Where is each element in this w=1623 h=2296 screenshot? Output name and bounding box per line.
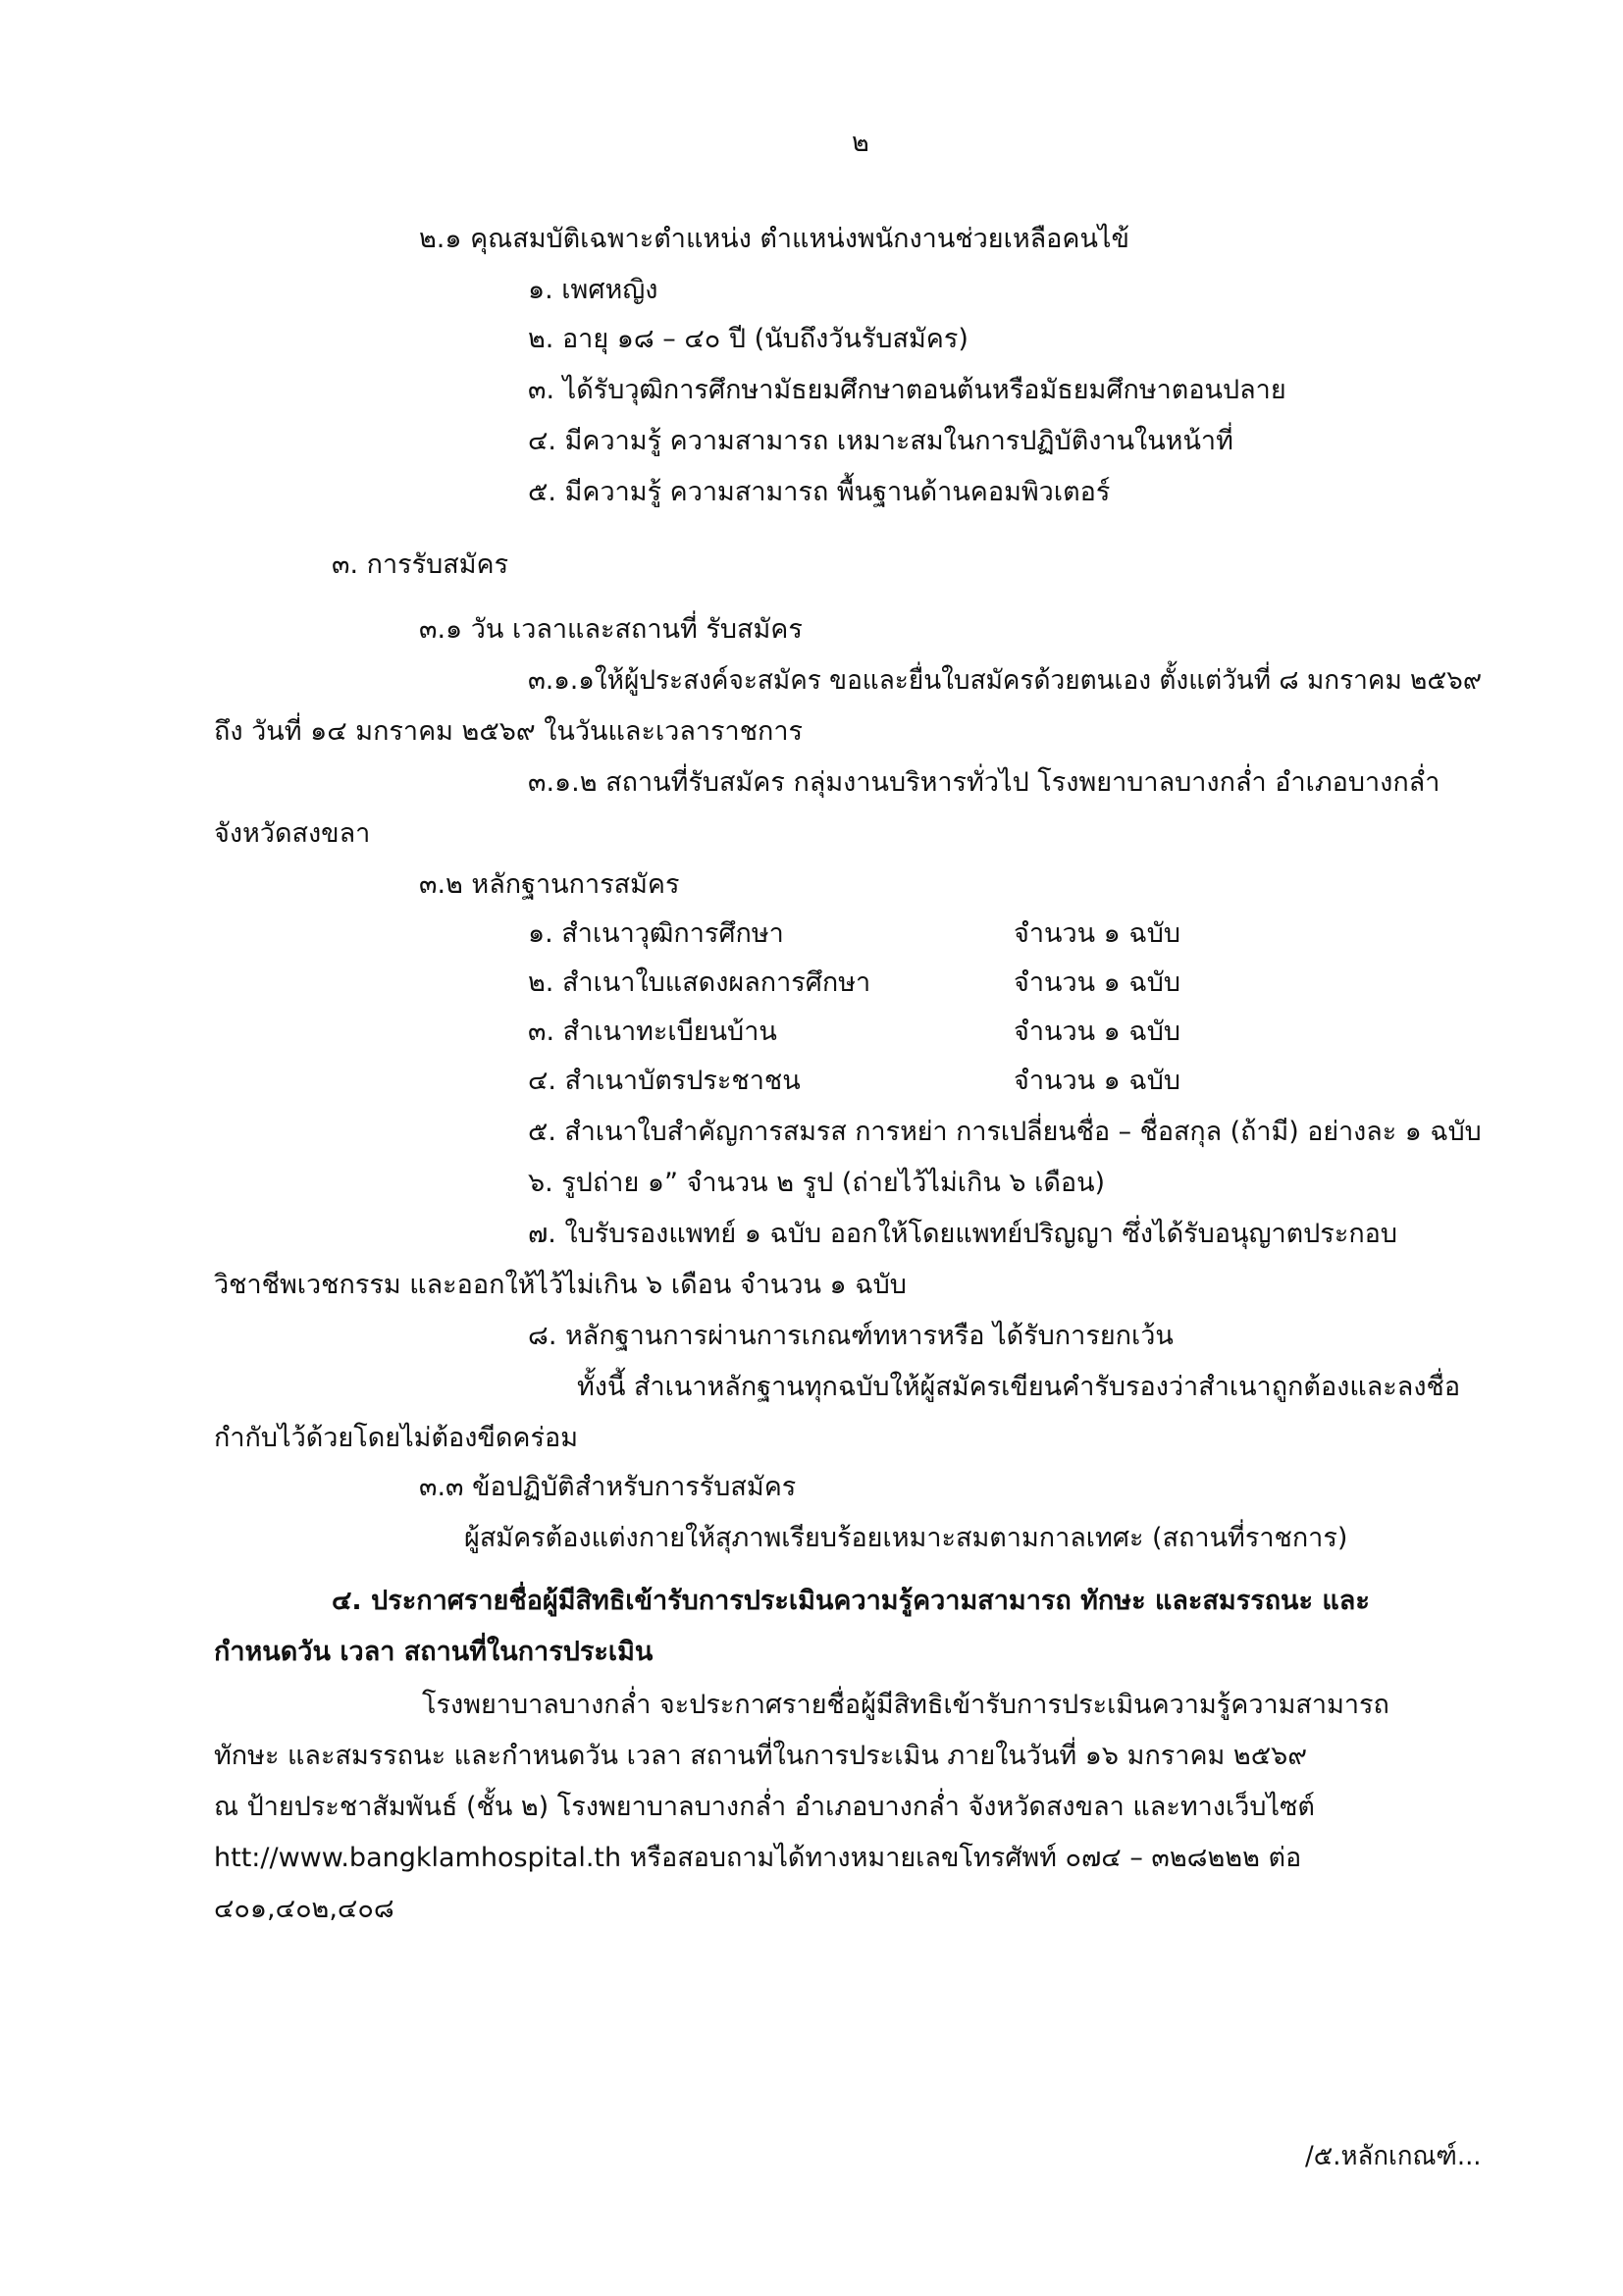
- section-3-2-heading: ๓.๒ หลักฐานการสมัคร: [419, 869, 680, 900]
- paragraph-3-1-1-line: ถึง วันที่ ๑๔ มกราคม ๒๕๖๙ ในวันและเวลาราชการ: [214, 716, 804, 747]
- document-quantity: จำนวน ๑ ฉบับ: [1014, 967, 1181, 998]
- paragraph-3-1-2-line: ๓.๑.๒ สถานที่รับสมัคร กลุ่มงานบริหารทั่วไป โรงพยาบาลบางกล่ำ อำเภอบางกล่ำ: [528, 767, 1440, 798]
- document-name: ๒. สำเนาใบแสดงผลการศึกษา: [528, 967, 871, 998]
- announcement-body-line: ณ ป้ายประชาสัมพันธ์ (ชั้น ๒) โรงพยาบาลบางกล่ำ อำเภอบางกล่ำ จังหวัดสงขลา และทางเว็บไซต์: [214, 1792, 1315, 1822]
- announcement-body-line: ทักษะ และสมรรถนะ และกำหนดวัน เวลา สถานที่ในการประเมิน ภายในวันที่ ๑๖ มกราคม ๒๕๖๙: [214, 1741, 1308, 1771]
- section-4-heading-line: ๔. ประกาศรายชื่อผู้มีสิทธิเข้ารับการประเมินความรู้ความสามารถ ทักษะ และสมรรถนะ และ: [332, 1586, 1370, 1616]
- section-4-heading-line: กำหนดวัน เวลา สถานที่ในการประเมิน: [214, 1637, 654, 1667]
- document-name: ๑. สำเนาวุฒิการศึกษา: [528, 918, 784, 949]
- announcement-body-line: โรงพยาบาลบางกล่ำ จะประกาศรายชื่อผู้มีสิทธิเข้ารับการประเมินความรู้ความสามารถ: [422, 1690, 1389, 1720]
- qualification-item: ๔. มีความรู้ ความสามารถ เหมาะสมในการปฏิบัติงานในหน้าที่: [528, 426, 1233, 456]
- section-3-1-heading: ๓.๑ วัน เวลาและสถานที่ รับสมัคร: [419, 614, 803, 645]
- copy-certification-note-line: ทั้งนี้ สำเนาหลักฐานทุกฉบับให้ผู้สมัครเขียนคำรับรองว่าสำเนาถูกต้องและลงชื่อ: [577, 1372, 1461, 1402]
- document-item-6: ๖. รูปถ่าย ๑” จำนวน ๒ รูป (ถ่ายไว้ไม่เกิน ๖ เดือน): [528, 1168, 1106, 1198]
- document-item-7-line: ๗. ใบรับรองแพทย์ ๑ ฉบับ ออกให้โดยแพทย์ปริญญา ซึ่งได้รับอนุญาตประกอบ: [528, 1219, 1398, 1249]
- document-item-8: ๘. หลักฐานการผ่านการเกณฑ์ทหารหรือ ได้รับการยกเว้น: [528, 1321, 1174, 1351]
- page-continuation: /๕.หลักเกณฑ์...: [1305, 2141, 1482, 2171]
- document-quantity: จำนวน ๑ ฉบับ: [1014, 918, 1181, 949]
- announcement-body-line: ๔๐๑,๔๐๒,๔๐๘: [214, 1894, 394, 1924]
- document-name: ๓. สำเนาทะเบียนบ้าน: [528, 1017, 777, 1047]
- dress-code-text: ผู้สมัครต้องแต่งกายให้สุภาพเรียบร้อยเหมาะสมตามกาลเทศะ (สถานที่ราชการ): [464, 1523, 1348, 1553]
- qualification-item: ๒. อายุ ๑๘ – ๔๐ ปี (นับถึงวันรับสมัคร): [528, 324, 969, 354]
- section-3-heading: ๓. การรับสมัคร: [332, 549, 509, 580]
- paragraph-3-1-2-line: จังหวัดสงขลา: [214, 818, 371, 849]
- page-number: ๒: [852, 128, 869, 158]
- document-item-7-line: วิชาชีพเวชกรรม และออกให้ไว้ไม่เกิน ๖ เดือน จำนวน ๑ ฉบับ: [214, 1270, 907, 1300]
- section-3-3-heading: ๓.๓ ข้อปฏิบัติสำหรับการรับสมัคร: [419, 1472, 797, 1502]
- document-quantity: จำนวน ๑ ฉบับ: [1014, 1017, 1181, 1047]
- qualification-item: ๑. เพศหญิง: [528, 275, 658, 305]
- copy-certification-note-line: กำกับไว้ด้วยโดยไม่ต้องขีดคร่อม: [214, 1423, 578, 1453]
- document-name: ๔. สำเนาบัตรประชาชน: [528, 1066, 801, 1096]
- section-2-1-heading: ๒.๑ คุณสมบัติเฉพาะตำแหน่ง ตำแหน่งพนักงานช่วยเหลือคนไข้: [419, 224, 1129, 254]
- qualification-item: ๓. ได้รับวุฒิการศึกษามัธยมศึกษาตอนต้นหรือมัธยมศึกษาตอนปลาย: [528, 375, 1286, 405]
- paragraph-3-1-1-line: ๓.๑.๑ให้ผู้ประสงค์จะสมัคร ขอและยื่นใบสมัครด้วยตนเอง ตั้งแต่วันที่ ๘ มกราคม ๒๕๖๙: [528, 665, 1483, 696]
- document-item-5: ๕. สำเนาใบสำคัญการสมรส การหย่า การเปลี่ยนชื่อ – ชื่อสกุล (ถ้ามี) อย่างละ ๑ ฉบับ: [528, 1117, 1482, 1147]
- document-quantity: จำนวน ๑ ฉบับ: [1014, 1066, 1181, 1096]
- announcement-body-line: htt://www.bangklamhospital.th หรือสอบถามได้ทางหมายเลขโทรศัพท์ ๐๗๔ – ๓๒๘๒๒๒ ต่อ: [214, 1843, 1302, 1873]
- qualification-item: ๕. มีความรู้ ความสามารถ พื้นฐานด้านคอมพิวเตอร์: [528, 477, 1111, 507]
